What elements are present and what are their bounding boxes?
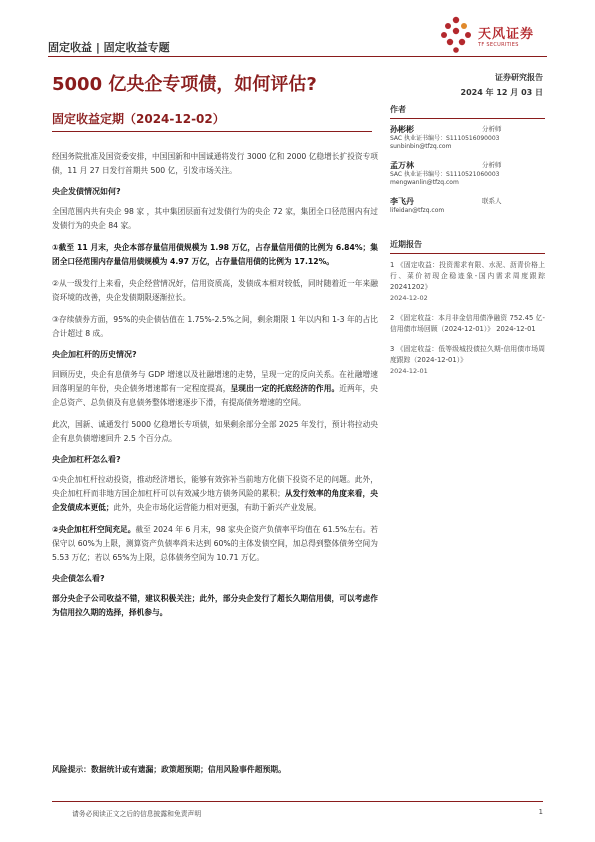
report-type: 证券研究报告 [495, 73, 543, 82]
risk-text: 数据统计或有遗漏；政策超预期；信用风险事件超预期。 [90, 765, 286, 774]
bold-text: ①截至 11 月末，央企本部存量信用债规模为 1.98 万亿，占存量信用债的比例为 6.84%；集团全口径范围内存量信用债规模为 4.97 万亿，占存量信用债的比例为 17.12%。 [52, 243, 378, 266]
author-entry [390, 125, 545, 161]
text-run: 近两年，央企总资产、总负债及有息债务整体增速逐步下滑，有提高债务增速的空间。 [52, 384, 378, 407]
intro-paragraph: 经国务院批准及国资委安排，中国国新和中国诚通将发行 3000 亿和 2000 亿稳增长扩投资专项债，11 月 27 日发行首期共 500 亿，引发市场关注。 [52, 152, 378, 175]
footer-disclaimer: 请务必阅读正文之后的信息披露和免责声明 [72, 810, 202, 818]
section-heading: 央企加杠杆的历史情况? [52, 350, 137, 359]
bold-text: ②央企加杠杆空间充足。 [52, 525, 136, 534]
footer-divider [52, 801, 543, 802]
author-name: 孙彬彬 [390, 125, 414, 134]
risk-label: 风险提示： [52, 765, 91, 774]
author-entry [390, 161, 545, 197]
recent-report-title: 1 《固定收益：投资需求有限、水泥、沥青价格上行、菜价初现企稳迹象-国内需求周度跟踪 20241202》 [390, 261, 545, 291]
recent-report-item[interactable] [390, 344, 545, 377]
sidebar [390, 104, 545, 386]
header-divider [48, 56, 547, 57]
brand-subname: TF SECURITIES [478, 42, 519, 48]
author-role: 分析师 [482, 161, 502, 169]
author-email[interactable]: sunbinbin@tfzq.com [390, 142, 452, 150]
section-heading: 央企发债情况如何? [52, 187, 121, 196]
recent-report-item[interactable] [390, 313, 545, 335]
report-date: 2024 年 12 月 03 日 [460, 88, 543, 97]
body-paragraph: ③存续债券方面，95%的央企债估值在 1.75%-2.5%之间，剩余期限 1 年以内和 1-3 年的占比合计超过 8 成。 [52, 315, 378, 338]
recent-reports-heading: 近期报告 [390, 239, 545, 254]
page-subtitle: 固定收益定期（2024-12-02） [52, 112, 225, 126]
recent-report-title: 2 《固定收益：本月非金信用债净融资 752.45 亿-信用债市场回顾（2024-12-01）》 2024-12-01 [390, 314, 545, 333]
section-heading: 央企加杠杆怎么看? [52, 455, 121, 464]
brand-name: 天风证券 [478, 27, 535, 42]
brand-logo-mark-icon [437, 14, 475, 54]
body-paragraph [52, 473, 378, 515]
main-body [52, 150, 378, 628]
page-number: 1 [538, 808, 543, 816]
recent-report-date: 2024-12-01 [390, 367, 428, 375]
bold-text: 部分央企子公司收益不错，建议积极关注；此外，部分央企发行了超长久期信用债，可以考虑作为信用拉久期的选择，择机参与。 [52, 594, 378, 617]
risk-warning [52, 764, 286, 775]
text-run: 回顾历史，央企有息债务与 GDP 增速以及社融增速的走势，呈现一定的反向关系。在社融增速回落明显的年份，央企债务增速都有一定程度提高， [52, 370, 378, 393]
bold-text: 呈现出一定的托底经济的作用。 [230, 384, 340, 393]
section-heading: 央企债怎么看? [52, 574, 105, 583]
author-role: 联系人 [482, 197, 502, 205]
recent-report-item[interactable] [390, 260, 545, 304]
body-paragraph: 全国范围内共有央企 98 家 ，其中集团层面有过发债行为的央企 72 家，集团全口径范围内有过发债行为的央企 84 家。 [52, 207, 378, 230]
author-name: 李飞丹 [390, 197, 414, 206]
author-sac: SAC 执业证书编号：S1110521060003 [390, 171, 500, 178]
recent-reports [390, 239, 545, 377]
report-category: 固定收益 | 固定收益专题 [48, 41, 170, 54]
text-run: ①央企加杠杆拉动投资，推动经济增长，能够有效弥补当前地方化债下投资不足的问题。此外，央企加杠杆而非地方国企加杠杆可以有效减少地方债务风险的累积； [52, 475, 378, 498]
author-role: 分析师 [482, 125, 502, 133]
body-paragraph: 此次，国新、诚通发行 5000 亿稳增长专项债，如果剩余部分全部 2025 年发行，预计将拉动央企有息负债增速回升 2.5 个百分点。 [52, 420, 378, 443]
author-sac: SAC 执业证书编号：S1110516090003 [390, 135, 500, 142]
recent-report-title: 3 《固定收益：低等级城投债拉久期-信用债市场周度跟踪（2024-12-01）》 [390, 345, 545, 364]
author-name: 孟万林 [390, 161, 414, 170]
body-paragraph: ②从一级发行上来看，央企经营情况好，信用资质高，发债成本相对较低，同时随着近一年来融资环境的改善，央企发债期限逐渐拉长。 [52, 279, 378, 302]
text-run: 此外，央企市场化运营能力相对更强，有助于新兴产业发展。 [113, 503, 322, 512]
bold-text: 从发行效率的角度来看，央企发债成本更低； [52, 489, 378, 512]
recent-report-date: 2024-12-02 [390, 294, 428, 302]
body-paragraph [52, 523, 378, 565]
text-run: 截至 2024 年 6 月末，98 家央企资产负债率平均值在 61.5%左右。若保守以 60%为上限，测算资产负债率尚未达到 60%的主体发债空间，加总得到整体债务空间为 5.53 万亿；若以 65%为上限，总体债务空间为 10.71 万亿。 [52, 525, 378, 562]
page-title: 5000 亿央企专项债，如何评估? [52, 74, 317, 95]
brand-logo [437, 14, 549, 54]
author-entry [390, 197, 545, 223]
author-email[interactable]: lifeidan@tfzq.com [390, 207, 445, 214]
authors-heading: 作者 [390, 104, 545, 119]
body-paragraph-bold [52, 592, 378, 620]
body-paragraph-bold [52, 241, 378, 269]
body-paragraph [52, 368, 378, 410]
author-email[interactable]: mengwanlin@tfzq.com [390, 178, 459, 186]
title-divider [52, 131, 372, 132]
